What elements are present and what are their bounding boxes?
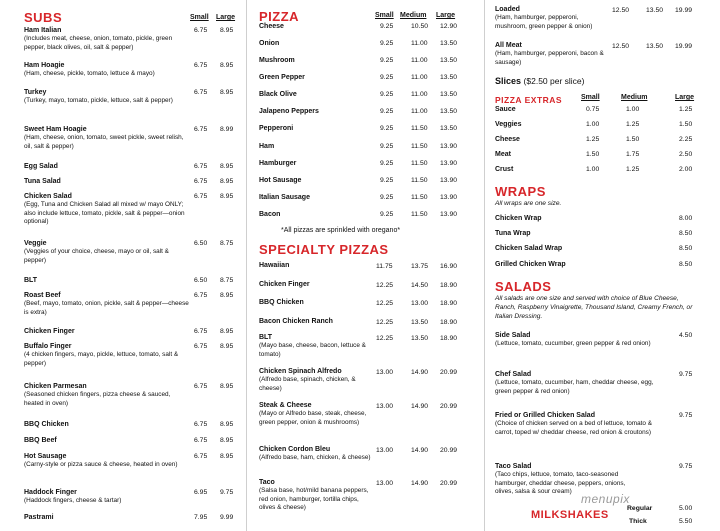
item-price-large: 8.95 — [220, 178, 234, 185]
list-item-name: Green Pepper — [259, 74, 305, 81]
item-price-large: 13.90 — [440, 143, 458, 150]
milkshake-thick-price: 5.50 — [679, 518, 693, 525]
extras-header-large: Large — [675, 94, 695, 101]
item-price-medium: 1.25 — [626, 166, 640, 173]
list-item — [24, 89, 189, 106]
item-price-small: 12.25 — [376, 282, 394, 289]
item-price-large: 20.99 — [440, 403, 458, 410]
item-price-large: 8.95 — [220, 27, 234, 34]
list-item-name: Ham — [259, 143, 275, 150]
list-item-name: Italian Sausage — [259, 194, 310, 201]
item-price-large: 2.00 — [679, 166, 693, 173]
item-price-large: 13.50 — [440, 125, 458, 132]
list-item — [24, 126, 189, 151]
list-item — [24, 343, 189, 368]
item-price-medium: 11.00 — [411, 40, 428, 47]
item-price-small: 13.00 — [376, 480, 394, 487]
item-description: (Taco chips, lettuce, tomato, taco-seasoned hamburger, cheddar cheese, peppers, onions, olives, salsa & sour cream) — [495, 471, 626, 495]
item-description: (Haddock fingers, cheese & tartar) — [24, 497, 122, 505]
list-item — [495, 42, 605, 67]
item-price-small: 6.75 — [194, 343, 208, 350]
item-price-small: 6.75 — [194, 292, 208, 299]
item-price-medium: 14.90 — [411, 447, 429, 454]
item-name: Chicken Cordon Bleu — [259, 446, 331, 453]
list-item — [259, 479, 371, 512]
item-price-small: 6.50 — [194, 240, 208, 247]
item-price-large: 13.50 — [440, 74, 458, 81]
item-description: (Seasoned chicken fingers, pizza cheese & sauced, heated in oven) — [24, 391, 171, 407]
pizza-column — [259, 0, 479, 531]
item-price-small: 1.00 — [586, 121, 600, 128]
item-price-large: 20.99 — [440, 369, 458, 376]
item-name: Hot Sausage — [24, 453, 67, 460]
item-price-small: 1.50 — [586, 151, 600, 158]
item-name: Bacon Chicken Ranch — [259, 318, 333, 325]
item-price-medium: 13.50 — [411, 319, 429, 326]
item-name: Pastrami — [24, 514, 54, 521]
list-item — [24, 27, 189, 52]
item-price-medium: 1.50 — [626, 136, 640, 143]
item-price-small: 6.75 — [194, 89, 208, 96]
item-price-small: 6.75 — [194, 62, 208, 69]
item-price-large: 13.50 — [440, 108, 458, 115]
item-price-large: 8.95 — [220, 193, 234, 200]
item-description: (Egg, Tuna and Chicken Salad all mixed w/ mayo ONLY; also include lettuce, tomato, pickle, salt & pepper—onion optional) — [24, 201, 185, 225]
item-name: BLT — [259, 334, 273, 341]
list-item-name: Jalapeno Peppers — [259, 108, 319, 115]
item-price-small: 9.25 — [380, 74, 394, 81]
list-item — [24, 328, 189, 336]
item-price-medium: 11.00 — [411, 57, 428, 64]
item-price-small: 9.25 — [380, 177, 394, 184]
list-item — [259, 446, 371, 463]
item-price-small: 6.75 — [194, 163, 208, 170]
item-price-small: 6.75 — [194, 178, 208, 185]
item-price-medium: 11.50 — [411, 211, 428, 218]
item-price-large: 8.95 — [220, 62, 234, 69]
item-name: Chicken Parmesan — [24, 383, 87, 390]
item-name: Buffalo Finger — [24, 343, 72, 350]
item-price-large: 12.90 — [440, 23, 458, 30]
item-price-medium: 11.50 — [411, 125, 428, 132]
list-item — [24, 193, 189, 226]
list-item — [24, 437, 189, 445]
item-price-large: 13.90 — [440, 211, 458, 218]
item-price-large: 8.95 — [220, 292, 234, 299]
item-description: (Turkey, mayo, tomato, pickle, lettuce, salt & pepper) — [24, 97, 173, 105]
item-price-small: 6.50 — [194, 277, 208, 284]
pizza-note: *All pizzas are sprinkled with oregano* — [281, 227, 401, 234]
item-price-small: 6.75 — [194, 328, 208, 335]
item-name: Chef Salad — [495, 371, 532, 378]
item-name: Fried or Grilled Chicken Salad — [495, 412, 595, 419]
item-price-large: 20.99 — [440, 480, 458, 487]
item-price-small: 12.50 — [612, 43, 630, 50]
item-name: Hawaiian — [259, 262, 290, 269]
item-description: (Salsa base, hot/mild banana peppers, red onion, hamburger, tortilla chips, olives & cheese) — [259, 487, 369, 511]
item-price: 8.50 — [679, 245, 693, 252]
item-name: BBQ Chicken — [24, 421, 69, 428]
item-name: Chicken Salad — [24, 193, 72, 200]
item-price-medium: 14.90 — [411, 480, 429, 487]
item-name: Side Salad — [495, 332, 531, 339]
item-description: (Ham, cheese, onion, tomato, sweet pickle, sweet relish, oil, salt & pepper) — [24, 134, 184, 150]
item-name: BLT — [24, 277, 38, 284]
item-description: (Lettuce, tomato, cucumber, green pepper & red onion) — [495, 340, 651, 348]
item-price-large: 18.90 — [440, 335, 458, 342]
item-price: 9.75 — [679, 412, 693, 419]
list-item-name: Hamburger — [259, 160, 297, 167]
item-price-small: 11.75 — [376, 263, 393, 270]
wraps-note: All wraps are one size. — [495, 200, 562, 207]
item-description: (Alfredo base, spinach, chicken, & cheese) — [259, 376, 356, 392]
list-item-name: Crust — [495, 166, 514, 173]
item-price-small: 9.25 — [380, 108, 394, 115]
item-description: (Choice of chicken served on a bed of lettuce, tomato & carrot, toped w/ cheddar cheese, red onion & croutons) — [495, 420, 653, 436]
item-name: Steak & Cheese — [259, 402, 312, 409]
item-description: (Includes meat, cheese, onion, tomato, pickle, green pepper, black olives, oil, salt & pepper) — [24, 35, 173, 51]
item-price-small: 6.75 — [194, 383, 208, 390]
list-item-name: Hot Sausage — [259, 177, 302, 184]
item-price-large: 9.99 — [220, 514, 234, 521]
item-price-small: 6.75 — [194, 193, 208, 200]
list-item — [259, 368, 371, 393]
item-price-large: 2.50 — [679, 151, 693, 158]
item-price-small: 9.25 — [380, 91, 394, 98]
extras-title: PIZZA EXTRAS — [495, 95, 563, 105]
right-column — [495, 0, 710, 531]
list-item-name: Pepperoni — [259, 125, 294, 132]
item-name: Turkey — [24, 89, 47, 96]
list-item — [495, 332, 660, 349]
pizza-header-small: Small — [375, 12, 394, 19]
item-price-large: 8.95 — [220, 328, 234, 335]
item-price-medium: 11.50 — [411, 194, 428, 201]
item-price-large: 16.90 — [440, 263, 458, 270]
item-price-medium: 13.75 — [411, 263, 429, 270]
item-description: (Ham, hamburger, pepperoni, mushroom, green pepper & onion) — [495, 14, 593, 30]
item-name: Taco — [259, 479, 275, 486]
item-price-medium: 14.90 — [411, 369, 429, 376]
salads-note: All salads are one size and served with choice of Blue Cheese, Ranch, Raspberry Vinaigrette, Thousand Island, Creamy French, or Italian Dressing. — [495, 295, 693, 320]
item-price-small: 6.75 — [194, 453, 208, 460]
item-description: (Lettuce, tomato, cucumber, ham, cheddar cheese, egg, green pepper & red onion) — [495, 379, 654, 395]
item-price-small: 9.25 — [380, 211, 394, 218]
list-item — [259, 299, 371, 307]
item-price: 8.00 — [679, 215, 693, 222]
item-price-large: 8.95 — [220, 421, 234, 428]
milkshake-regular-price: 5.00 — [679, 505, 693, 512]
extras-header-small: Small — [581, 94, 600, 101]
item-price-small: 6.75 — [194, 437, 208, 444]
list-item-name: Veggies — [495, 121, 522, 128]
item-name: Ham Italian — [24, 27, 62, 34]
milkshakes-title: MILKSHAKES — [531, 509, 609, 521]
item-price-small: 13.00 — [376, 369, 394, 376]
item-name: Haddock Finger — [24, 489, 77, 496]
slices-label: Slices — [495, 76, 522, 86]
item-name: BBQ Beef — [24, 437, 57, 444]
item-price-large: 18.90 — [440, 282, 458, 289]
item-price: 4.50 — [679, 332, 693, 339]
item-name: Chicken Finger — [259, 281, 310, 288]
list-item — [24, 62, 189, 79]
item-price-medium: 13.50 — [646, 43, 664, 50]
item-description: (Beef, mayo, tomato, onion, pickle, salt & pepper—cheese is extra) — [24, 300, 189, 316]
item-name: All Meat — [495, 42, 522, 49]
item-price-small: 9.25 — [380, 40, 394, 47]
item-name: Taco Salad — [495, 463, 532, 470]
list-item — [259, 281, 371, 289]
item-price-small: 13.00 — [376, 403, 394, 410]
list-item-name: Mushroom — [259, 57, 295, 64]
item-name: BBQ Chicken — [259, 299, 304, 306]
item-price-large: 13.50 — [440, 57, 458, 64]
item-price-small: 12.50 — [612, 7, 630, 14]
item-price-small: 6.75 — [194, 421, 208, 428]
item-description: (Ham, hamburger, pepperoni, bacon & sausage) — [495, 50, 604, 66]
list-item-name: Chicken Wrap — [495, 215, 542, 222]
item-name: Loaded — [495, 6, 520, 13]
extras-header-medium: Medium — [621, 94, 648, 101]
column-divider-right — [484, 0, 485, 531]
item-price: 9.75 — [679, 463, 693, 470]
item-price-medium: 11.50 — [411, 143, 428, 150]
item-price-small: 0.75 — [586, 106, 600, 113]
list-item — [24, 240, 189, 265]
item-price: 8.50 — [679, 261, 693, 268]
item-name: Roast Beef — [24, 292, 61, 299]
item-price-medium: 14.50 — [411, 282, 429, 289]
item-price-medium: 11.00 — [411, 108, 428, 115]
list-item-name: Cheese — [495, 136, 520, 143]
item-price-large: 13.90 — [440, 160, 458, 167]
list-item-name: Onion — [259, 40, 280, 47]
milkshake-regular: Regular — [627, 505, 653, 512]
item-price-medium: 11.50 — [411, 177, 428, 184]
item-price-small: 6.95 — [194, 489, 208, 496]
item-price-large: 8.75 — [220, 277, 234, 284]
item-price: 9.75 — [679, 371, 693, 378]
item-price-medium: 13.00 — [411, 300, 429, 307]
item-price-large: 8.95 — [220, 383, 234, 390]
item-price-large: 8.95 — [220, 163, 234, 170]
pizza-header-medium: Medium — [400, 12, 427, 19]
item-description: (Mayo or Alfredo base, steak, cheese, green pepper, onion & mushrooms) — [259, 410, 367, 426]
list-item — [24, 383, 189, 408]
item-price-small: 9.25 — [380, 194, 394, 201]
item-price-large: 13.50 — [440, 91, 458, 98]
watermark-text: menupix — [581, 492, 630, 506]
item-price-large: 9.75 — [220, 489, 234, 496]
list-item — [495, 412, 660, 437]
item-price-large: 8.75 — [220, 240, 234, 247]
list-item-name: Cheese — [259, 23, 284, 30]
item-description: (Veggies of your choice, cheese, mayo or oil, salt & pepper) — [24, 248, 169, 264]
item-description: (Ham, cheese, pickle, tomato, lettuce & mayo) — [24, 70, 155, 78]
item-price-medium: 13.50 — [411, 335, 429, 342]
slices-line — [495, 76, 585, 86]
item-price-large: 20.99 — [440, 447, 458, 454]
item-price-small: 6.75 — [194, 126, 208, 133]
column-divider-left — [246, 0, 247, 531]
item-price-small: 12.25 — [376, 335, 394, 342]
pizza-title: PIZZA — [259, 9, 300, 24]
item-price-large: 1.50 — [679, 121, 693, 128]
item-price-small: 9.25 — [380, 57, 394, 64]
item-description: (Mayo base, cheese, bacon, lettuce & tomato) — [259, 342, 366, 358]
list-item-name: Grilled Chicken Wrap — [495, 261, 566, 268]
specialty-title: SPECIALTY PIZZAS — [259, 242, 389, 257]
item-price-medium: 11.00 — [411, 91, 428, 98]
slices-price: ($2.50 per slice) — [523, 76, 585, 86]
list-item — [24, 453, 189, 470]
list-item-name: Black Olive — [259, 91, 297, 98]
item-name: Veggie — [24, 240, 47, 247]
item-name: Ham Hoagie — [24, 62, 65, 69]
list-item-name: Sauce — [495, 106, 516, 113]
item-price-large: 8.95 — [220, 89, 234, 96]
item-name: Egg Salad — [24, 163, 58, 170]
item-price-small: 9.25 — [380, 23, 394, 30]
item-price-large: 13.90 — [440, 194, 458, 201]
item-description: (4 chicken fingers, mayo, pickle, lettuce, tomato, salt & pepper) — [24, 351, 179, 367]
milkshake-thick: Thick — [629, 518, 647, 525]
item-price-small: 12.25 — [376, 319, 394, 326]
item-price-large: 19.99 — [675, 7, 693, 14]
item-price-large: 18.90 — [440, 319, 458, 326]
item-price-medium: 1.00 — [626, 106, 640, 113]
item-price-large: 8.95 — [220, 453, 234, 460]
list-item-name: Chicken Salad Wrap — [495, 245, 563, 252]
subs-header-large: Large — [216, 14, 236, 21]
pizza-header-large: Large — [436, 12, 456, 19]
list-item — [24, 514, 189, 522]
subs-header-small: Small — [190, 14, 209, 21]
item-price-large: 8.95 — [220, 437, 234, 444]
item-price-small: 13.00 — [376, 447, 394, 454]
item-price-large: 13.50 — [440, 40, 458, 47]
item-description: (Carny-style or pizza sauce & cheese, heated in oven) — [24, 461, 178, 469]
item-price-large: 1.25 — [679, 106, 693, 113]
list-item — [495, 6, 605, 31]
list-item — [24, 489, 189, 506]
item-price-small: 9.25 — [380, 160, 394, 167]
list-item-name: Tuna Wrap — [495, 230, 531, 237]
item-price-small: 12.25 — [376, 300, 394, 307]
item-price-medium: 1.25 — [626, 121, 640, 128]
item-name: Sweet Ham Hoagie — [24, 126, 87, 133]
item-price-medium: 10.50 — [411, 23, 429, 30]
list-item — [259, 402, 371, 427]
subs-title: SUBS — [24, 10, 63, 25]
item-price-medium: 11.50 — [411, 160, 428, 167]
item-description: (Alfredo base, ham, chicken, & cheese) — [259, 454, 371, 462]
item-price: 8.50 — [679, 230, 693, 237]
item-price-large: 19.99 — [675, 43, 693, 50]
list-item — [24, 277, 189, 285]
list-item — [495, 371, 660, 396]
item-price-small: 1.00 — [586, 166, 600, 173]
item-price-large: 8.95 — [220, 343, 234, 350]
list-item-name: Bacon — [259, 211, 281, 218]
item-name: Chicken Finger — [24, 328, 75, 335]
list-item — [259, 262, 371, 270]
list-item — [24, 421, 189, 429]
item-price-medium: 14.90 — [411, 403, 429, 410]
item-price-small: 6.75 — [194, 27, 208, 34]
item-price-small: 9.25 — [380, 125, 394, 132]
item-name: Tuna Salad — [24, 178, 61, 185]
wraps-title: WRAPS — [495, 184, 546, 199]
item-price-medium: 11.00 — [411, 74, 428, 81]
item-price-large: 2.25 — [679, 136, 693, 143]
list-item — [259, 318, 371, 326]
list-item — [24, 292, 189, 317]
list-item — [24, 163, 189, 171]
item-price-small: 1.25 — [586, 136, 600, 143]
item-price-small: 9.25 — [380, 143, 394, 150]
item-price-medium: 13.50 — [646, 7, 664, 14]
item-price-large: 18.90 — [440, 300, 458, 307]
item-price-medium: 1.75 — [626, 151, 640, 158]
item-price-large: 8.99 — [220, 126, 234, 133]
item-name: Chicken Spinach Alfredo — [259, 368, 342, 375]
item-price-large: 13.90 — [440, 177, 458, 184]
salads-title: SALADS — [495, 279, 552, 294]
list-item — [259, 334, 371, 359]
item-price-small: 7.95 — [194, 514, 208, 521]
list-item-name: Meat — [495, 151, 511, 158]
subs-column — [24, 0, 242, 531]
list-item — [24, 178, 189, 186]
